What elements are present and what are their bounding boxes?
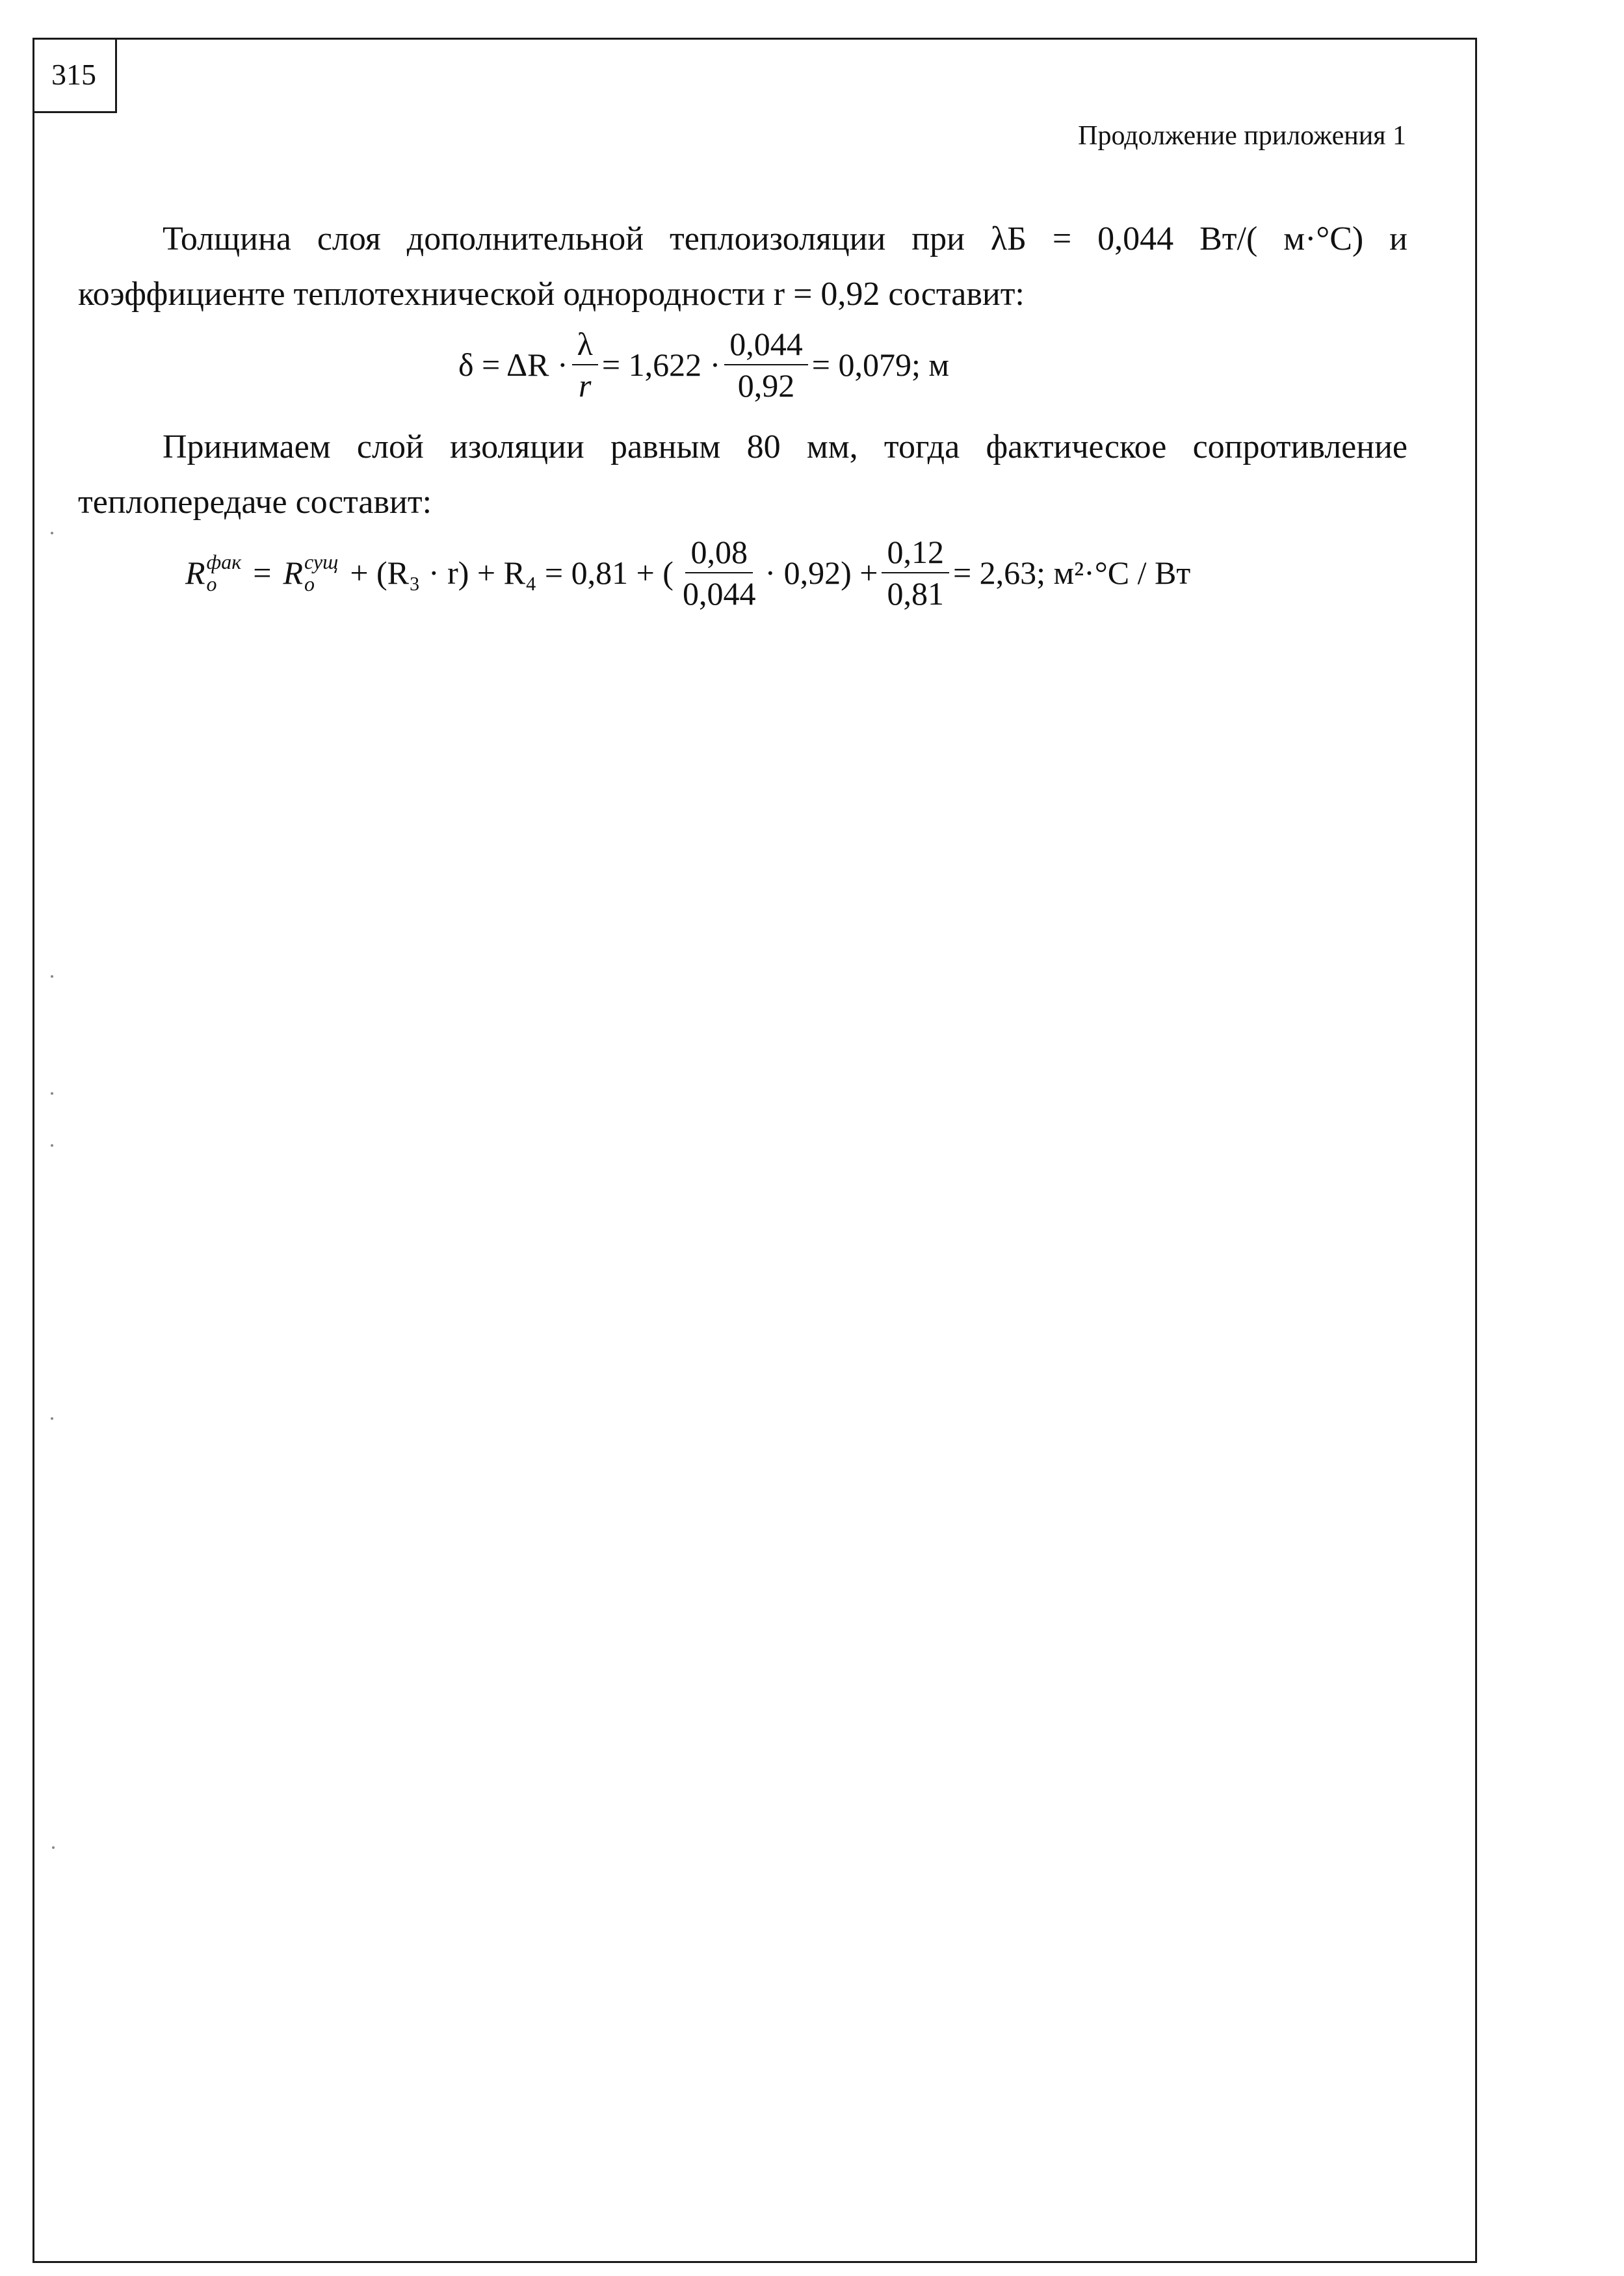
formula1-result: = 0,079; м bbox=[811, 347, 949, 383]
formula-thickness bbox=[458, 325, 949, 404]
formula2-o-subscript-2: о bbox=[304, 572, 315, 595]
paragraph-1-text: Толщина слоя дополнительной теплоизоляции при λБ = 0,044 Вт/( м·°С) и коэффициенте теплотехнической однородности r = 0,92 составит: bbox=[78, 220, 1408, 313]
scan-speck bbox=[51, 975, 53, 978]
formula1-frac1-numerator: λ bbox=[572, 325, 598, 365]
page-number: 315 bbox=[33, 38, 117, 113]
paragraph-insulation-thickness bbox=[78, 211, 1408, 322]
formula2-fak-superscript: фак bbox=[206, 550, 242, 573]
formula2-frac1-numerator: 0,08 bbox=[685, 533, 753, 573]
formula1-mid: = 1,622 · bbox=[601, 347, 721, 383]
paragraph-actual-resistance bbox=[78, 419, 1408, 530]
scan-speck bbox=[51, 1417, 53, 1420]
formula2-r-sush: R bbox=[283, 555, 303, 591]
formula2-r-sush-indices bbox=[304, 551, 338, 595]
formula2-o-subscript: о bbox=[206, 572, 217, 595]
formula2-plus-part: + (R₃ · r) + R₄ = 0,81 + ( bbox=[350, 555, 674, 591]
formula2-result: = 2,63; м²·°С / Вт bbox=[952, 555, 1191, 591]
scan-speck bbox=[51, 1092, 53, 1095]
formula2-r-fak-indices bbox=[207, 551, 242, 595]
scan-speck bbox=[51, 532, 53, 534]
formula1-frac1-denominator: r bbox=[579, 367, 592, 404]
formula1-frac2-numerator: 0,044 bbox=[724, 325, 808, 365]
formula1-fraction-lambda-r bbox=[572, 325, 598, 404]
formula1-lhs: δ = ΔR · bbox=[458, 347, 568, 383]
appendix-continuation-note: Продолжение приложения 1 bbox=[1078, 121, 1406, 151]
paragraph-2-text: Принимаем слой изоляции равным 80 мм, тогда фактическое сопротивление теплопередаче составит: bbox=[78, 428, 1408, 521]
scan-speck bbox=[51, 1144, 53, 1147]
formula-actual-resistance bbox=[185, 533, 1190, 612]
formula2-frac2-denominator: 0,81 bbox=[887, 575, 944, 612]
formula2-fraction-r4 bbox=[882, 533, 949, 612]
scan-speck bbox=[52, 1846, 55, 1849]
formula2-multiplier: · 0,92) + bbox=[765, 555, 878, 591]
formula2-equals: = bbox=[253, 555, 272, 591]
formula1-frac2-denominator: 0,92 bbox=[737, 367, 795, 404]
formula2-r-fak: R bbox=[185, 555, 205, 591]
formula2-fraction-thickness bbox=[677, 533, 761, 612]
formula1-fraction-values bbox=[724, 325, 808, 404]
formula2-frac2-numerator: 0,12 bbox=[882, 533, 949, 573]
formula2-sush-superscript: сущ bbox=[304, 550, 339, 573]
formula2-frac1-denominator: 0,044 bbox=[682, 575, 756, 612]
